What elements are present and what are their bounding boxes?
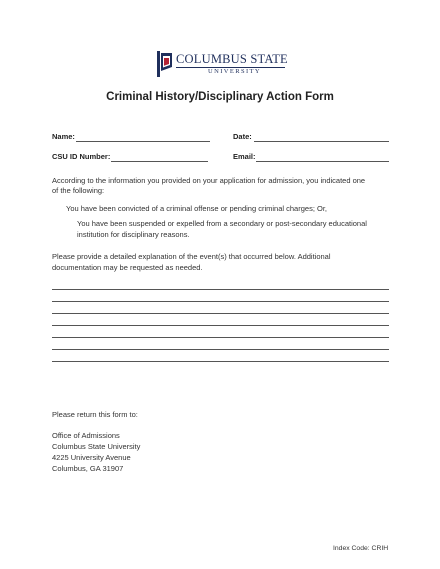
explain-line-2: documentation may be requested as needed. — [52, 263, 203, 272]
explanation-line[interactable] — [52, 361, 389, 362]
date-label: Date: — [233, 132, 252, 141]
form-title: Criminal History/Disciplinary Action Form — [106, 91, 334, 103]
name-label: Name: — [52, 132, 75, 141]
university-flag-emblem-icon — [156, 51, 174, 77]
option-suspended-line-1: You have been suspended or expelled from a secondary or post-secondary educational — [77, 219, 367, 228]
address-line-3: 4225 University Avenue — [52, 453, 131, 462]
return-instructions: Please return this form to: — [52, 410, 138, 419]
explanation-line[interactable] — [52, 325, 389, 326]
email-label: Email: — [233, 152, 256, 161]
logo-subtitle: UNIVERSITY — [208, 68, 261, 75]
address-line-4: Columbus, GA 31907 — [52, 464, 124, 473]
address-line-2: Columbus State University — [52, 442, 141, 451]
intro-line-1: According to the information you provided on your application for admission, you indicated one — [52, 176, 366, 185]
intro-line-2: of the following: — [52, 186, 105, 195]
explanation-line[interactable] — [52, 349, 389, 350]
explanation-line[interactable] — [52, 289, 389, 290]
address-line-1: Office of Admissions — [52, 431, 120, 440]
email-field[interactable] — [256, 161, 389, 162]
csu-id-field[interactable] — [111, 161, 208, 162]
explanation-line[interactable] — [52, 301, 389, 302]
university-logo — [156, 51, 292, 79]
date-field[interactable] — [254, 141, 389, 142]
index-code: Index Code: CRIH — [333, 545, 389, 552]
name-field[interactable] — [76, 141, 210, 142]
explanation-line[interactable] — [52, 313, 389, 314]
option-suspended-line-2: institution for disciplinary reasons. — [77, 230, 190, 239]
csu-id-label: CSU ID Number: — [52, 152, 111, 161]
option-criminal-offense: You have been convicted of a criminal offense or pending criminal charges; Or, — [66, 204, 327, 213]
explain-line-1: Please provide a detailed explanation of the event(s) that occurred below. Additional — [52, 252, 331, 261]
explanation-line[interactable] — [52, 337, 389, 338]
logo-name: COLUMBUS STATE — [176, 52, 288, 66]
